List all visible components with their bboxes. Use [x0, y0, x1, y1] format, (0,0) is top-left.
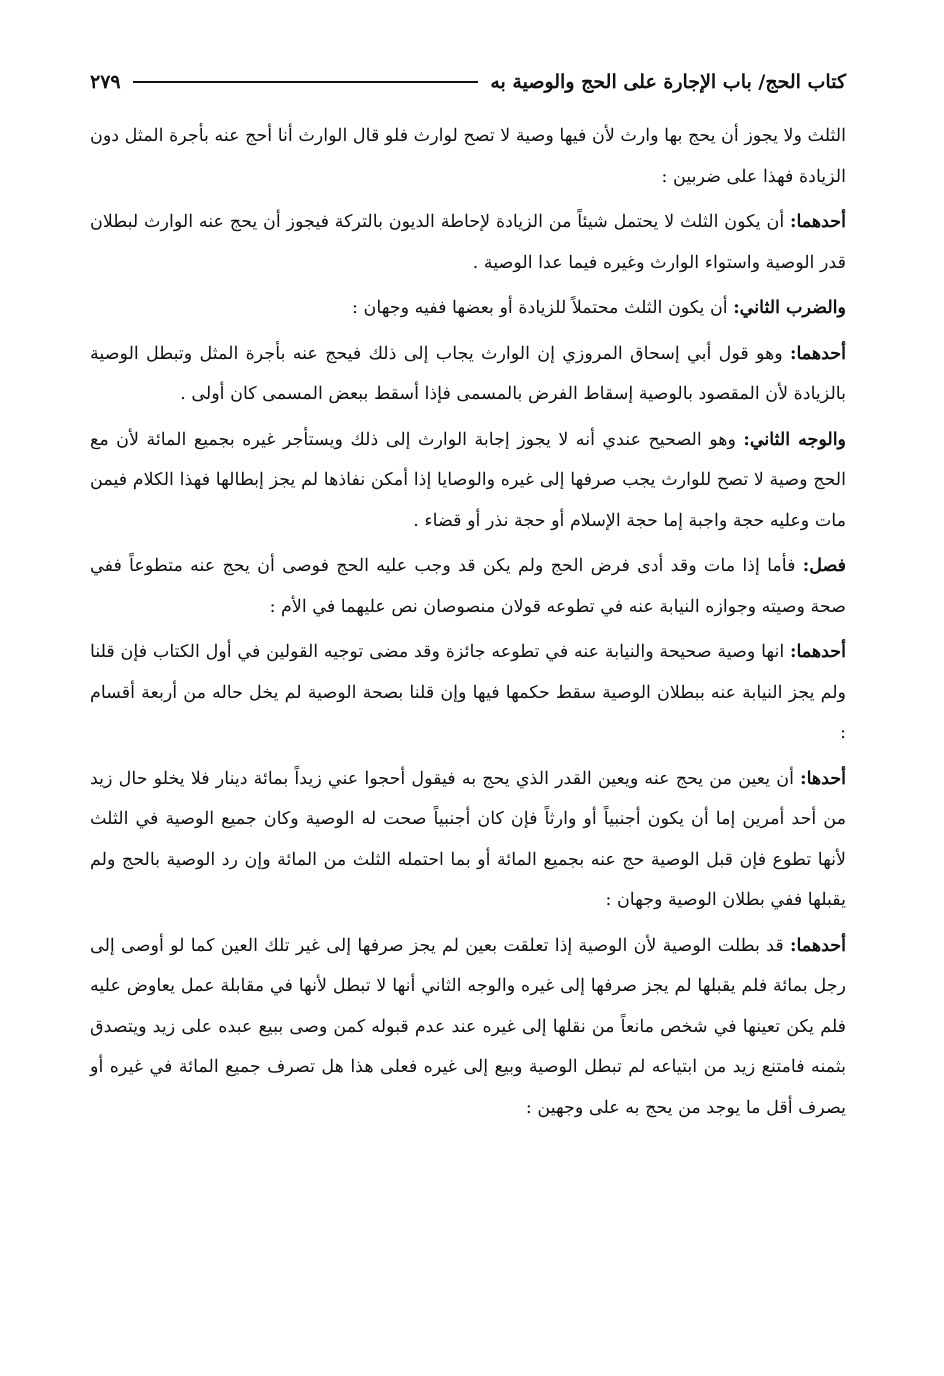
paragraph: [90, 759, 846, 921]
body-text: [90, 116, 846, 1128]
paragraph: [90, 632, 846, 754]
paragraph: [90, 116, 846, 197]
running-title: كتاب الحج/ باب الإجارة على الحج والوصية به: [490, 71, 846, 93]
paragraph-text: وهو قول أبي إسحاق المروزي إن الوارث يجاب إلى ذلك فيحج عنه بأجرة المثل وتبطل الوصية بالزيادة لأن المقصود بالوصية إسقاط الفرض بالمسمى فإذا أسقط ببعض المسمى كان أولى .: [90, 343, 846, 404]
paragraph: [90, 420, 846, 542]
paragraph: [90, 334, 846, 415]
paragraph-text: أن يكون الثلث لا يحتمل شيئاً من الزيادة لإحاطة الديون بالتركة فيجوز أن يحج عنه الوارث لبطلان قدر الوصية واستواء الوارث وغيره فيما عدا الوصية .: [90, 212, 846, 273]
paragraph: [90, 288, 846, 329]
header-rule: [133, 81, 479, 83]
paragraph-text: أن يعين من يحج عنه ويعين القدر الذي يحج به فيقول أحجوا عني زيداً بمائة دينار فلا يخلو حال زيد من أحد أمرين إما أن يكون أجنبياً أو وارثاً فإن كان أجنبياً صحت له الوصية وكان جميع الوصية في الثلث لأنها تطوع فإن قبل الوصية حج عنه بجميع المائة أو بما احتمله الثلث من المائة وإن رد الوصية بالحج ولم يقبلها ففي بطلان الوصية وجهان :: [90, 768, 846, 910]
page-number: ٢٧٩: [90, 71, 121, 93]
paragraph: [90, 202, 846, 283]
paragraph-term: أحدهما:: [789, 642, 846, 662]
paragraph-term: أحدها:: [800, 768, 846, 789]
paragraph-term: والوجه الثاني:: [743, 429, 847, 450]
paragraph-text: الثلث ولا يجوز أن يحج بها وارث لأن فيها وصية لا تصح لوارث فلو قال الوارث أنا أحج عنه بأجرة المثل دون الزيادة فهذا على ضربين :: [90, 126, 846, 187]
paragraph-term: والضرب الثاني:: [733, 298, 846, 318]
paragraph-text: وهو الصحيح عندي أنه لا يجوز إجابة الوارث إلى ذلك ويستأجر غيره بجميع المائة لأن مع الحج وصية لا تصح للوارث يجب صرفها إلى غيره والوصايا إذا أمكن نفاذها لم يجز إبطالها فهذا الكلام فيمن مات وعليه حجة واجبة إما حجة الإسلام أو حجة نذر أو قضاء .: [90, 429, 846, 531]
paragraph: [90, 926, 846, 1129]
page-header: [90, 62, 846, 102]
paragraph-term: فصل:: [802, 556, 846, 576]
paragraph-term: أحدهما:: [789, 212, 846, 232]
paragraph-text: انها وصية صحيحة والنيابة عنه في تطوعه جائزة وقد مضى توجيه القولين في أول الكتاب فإن قلنا ولم يجز النيابة عنه ببطلان الوصية سقط حكمها فيها وإن قلنا بصحة الوصية لم يخل حاله من أربعة أقسام :: [90, 642, 846, 743]
paragraph: [90, 546, 846, 627]
paragraph-term: أحدهما:: [789, 935, 846, 956]
paragraph-text: قد بطلت الوصية لأن الوصية إذا تعلقت بعين لم يجز صرفها إلى غير تلك العين كما لو أوصى إلى رجل بمائة فلم يقبلها لم يجز صرفها إلى غيره والوجه الثاني أنها لا تبطل لأنها في مقابلة عمل يعاوض عليه فلم يكن تعينها في شخص مانعاً من نقلها إلى غيره عند عدم قبوله كمن وصى ببيع عبده على زيد ويتصدق بثمنه فامتنع زيد من ابتياعه لم تبطل الوصية وبيع إلى غيره فعلى هذا هل تصرف جميع المائة في غيره أو يصرف أقل ما يوجد من يحج به على وجهين :: [90, 935, 846, 1118]
paragraph-text: أن يكون الثلث محتملاً للزيادة أو بعضها ففيه وجهان :: [352, 298, 734, 318]
paragraph-term: أحدهما:: [789, 343, 846, 364]
paragraph-text: فأما إذا مات وقد أدى فرض الحج ولم يكن قد وجب عليه الحج فوصى أن يحج عنه متطوعاً ففي صحة وصيته وجوازه النيابة عنه في تطوعه قولان منصوصان نص عليهما في الأم :: [90, 556, 846, 617]
